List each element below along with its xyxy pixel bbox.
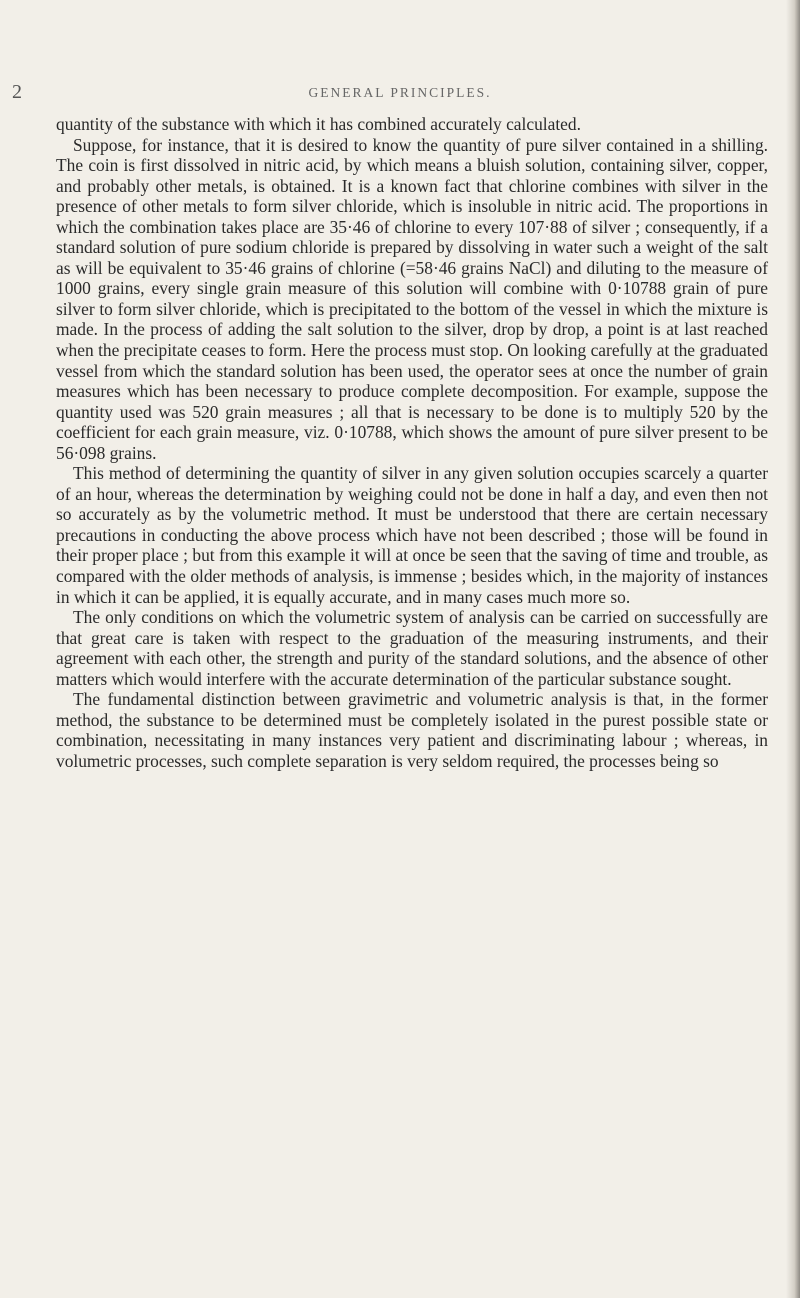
running-head: GENERAL PRINCIPLES. [308,85,492,100]
page-edge-shadow [786,0,800,1298]
paragraph-fundamental-distinction: The fundamental distinction between gravimetric and volumetric analysis is that, in the former method, the substance to be determined must be completely isolated in the purest possible state or combination, necessitating in many instances very patient and discriminating labour ; whereas, in volumetric processes, such complete separation is very seldom required, the processes being so [56,689,768,771]
paragraph-silver-example: Suppose, for instance, that it is desired to know the quantity of pure silver contained in a shilling. The coin is first dissolved in nitric acid, by which means a bluish solution, containing silver, copper, and probably other metals, is obtained. It is a known fact that chlorine combines with silver in the presence of other metals to form silver chloride, which is insoluble in nitric acid. The proportions in which the combination takes place are 35·46 of chlorine to every 107·88 of silver ; consequently, if a standard solution of pure sodium chloride is prepared by dissolving in water such a weight of the salt as will be equivalent to 35·46 grains of chlorine (=58·46 grains NaCl) and diluting to the measure of 1000 grains, every single grain measure of this solution will combine with 0·10788 grain of pure silver to form silver chloride, which is precipitated to the bottom of the vessel in which the mixture is made. In the process of adding the salt solution to the silver, drop by drop, a point is at last reached when the precipitate ceases to form. Here the process must stop. On looking carefully at the graduated vessel from which the standard solution has been used, the operator sees at once the number of grain measures which has been necessary to produce complete decomposition. For example, suppose the quantity used was 520 grain measures ; all that is necessary to be done is to multiply 520 by the coefficient for each grain measure, viz. 0·10788, which shows the amount of pure silver present to be 56·098 grains. [56,134,768,463]
paragraph-method-speed: This method of determining the quantity of silver in any given solution occupies scarcely a quarter of an hour, whereas the determination by weighing could not be done in half a day, and even then not so accurately as by the volumetric method. It must be understood that there are certain necessary precautions in conducting the above process which have not been described ; those will be found in their proper place ; but from this example it will at once be seen that the saving of time and trouble, as compared with the older methods of analysis, is immense ; besides which, in the majority of instances in which it can be applied, it is equally accurate, and in many cases much more so. [56,463,768,607]
page-number: 2 [12,81,22,103]
paragraph-continued: quantity of the substance with which it has combined accurately calculated. [56,114,581,134]
page-header [0,80,800,104]
paragraph-conditions: The only conditions on which the volumetric system of analysis can be carried on successfully are that great care is taken with respect to the graduation of the measuring instruments, and their agreement with each other, the strength and purity of the standard solutions, and the absence of other matters which would interfere with the accurate determination of the particular substance sought. [56,607,768,689]
body-text [56,114,768,772]
